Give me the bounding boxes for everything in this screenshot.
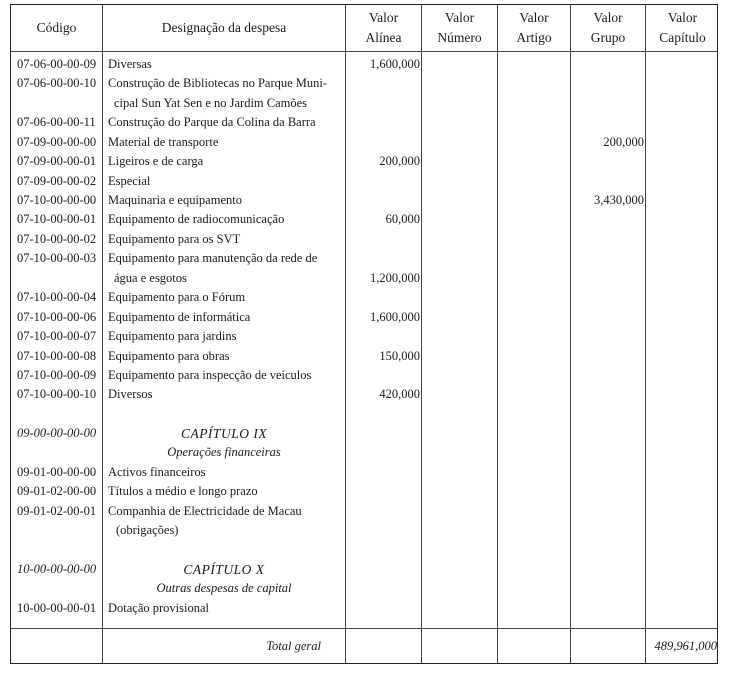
row-designation: Material de transporte [108,135,219,149]
row-designation: Activos financeiros [108,465,206,479]
chapter-title: CAPÍTULO X [183,562,265,577]
row-valor-grupo: 3,430,000 [594,193,644,207]
row-code: 07-06-00-00-11 [17,115,96,129]
row-designation: Equipamento para jardins [108,329,237,343]
row-designation: Construção de Bibliotecas no Parque Muni- [108,76,328,90]
row-designation-continued: cipal Sun Yat Sen e no Jardim Camões [114,96,308,110]
total-value: 489,961,000 [654,639,717,653]
row-valor-alinea: 200,000 [379,154,420,168]
total-label: Total geral [266,639,321,653]
chapter-subtitle: Operações financeiras [167,445,281,459]
header-valor-artigo: Valor Artigo [516,10,552,45]
row-valor-alinea: 60,000 [385,212,420,226]
row-code: 07-10-00-00-10 [17,387,97,401]
row-designation: Equipamento de radiocomunicação [108,212,285,226]
chapter-subtitle: Outras despesas de capital [156,581,292,595]
expense-table [10,4,718,664]
row-designation: Ligeiros e de carga [108,154,204,168]
header-divider [11,51,717,52]
header-valor-alinea: Valor Alínea [365,10,402,45]
row-valor-alinea: 1,600,000 [370,57,420,71]
row-designation: Equipamento de informática [108,310,251,324]
chapter-code: 09-00-00-00-00 [17,426,97,440]
row-code: 09-01-00-00-00 [17,465,97,479]
row-code: 07-10-00-00-09 [17,368,97,382]
row-designation: Especial [108,174,151,188]
row-code: 07-10-00-00-04 [17,290,97,304]
row-code: 07-10-00-00-01 [17,212,97,226]
row-code: 07-10-00-00-03 [17,251,97,265]
row-code: 07-10-00-00-06 [17,310,97,324]
row-code: 07-06-00-00-10 [17,76,97,90]
row-valor-alinea: 150,000 [379,349,420,363]
chapter-code: 10-00-00-00-00 [17,562,97,576]
row-designation: Equipamento para manutenção da rede de [108,251,318,265]
row-designation: Equipamento para os SVT [108,232,241,246]
row-designation: Construção do Parque da Colina da Barra [108,115,316,129]
row-designation: Diversos [108,387,153,401]
column-divider [645,5,646,663]
row-designation: Títulos a médio e longo prazo [108,484,258,498]
row-valor-alinea: 1,600,000 [370,310,420,324]
row-valor-alinea: 1,200,000 [370,271,420,285]
row-code: 07-09-00-00-01 [17,154,97,168]
header-valor-capitulo: Valor Capítulo [659,10,706,45]
total-divider [11,628,717,629]
row-designation-continued: água e esgotos [114,271,187,285]
row-code: 07-06-00-00-09 [17,57,97,71]
row-designation: Companhia de Electricidade de Macau [108,504,302,518]
row-code: 09-01-02-00-00 [17,484,97,498]
row-designation: Diversas [108,57,152,71]
row-code: 07-10-00-00-08 [17,349,97,363]
row-designation: Maquinaria e equipamento [108,193,242,207]
row-code: 10-00-00-00-01 [17,601,97,615]
row-designation: Dotação provisional [108,601,210,615]
header-codigo: Código [36,20,77,35]
row-code: 07-09-00-00-00 [17,135,97,149]
row-code: 07-10-00-00-02 [17,232,97,246]
header-valor-numero: Valor Número [437,10,482,45]
header-valor-grupo: Valor Grupo [590,10,626,45]
row-designation-continued: (obrigações) [116,523,179,537]
row-designation: Equipamento para obras [108,349,230,363]
column-divider [421,5,422,663]
row-code: 09-01-02-00-01 [17,504,97,518]
row-designation: Equipamento para o Fórum [108,290,246,304]
column-divider [497,5,498,663]
row-designation: Equipamento para inspecção de veículos [108,368,312,382]
row-code: 07-09-00-00-02 [17,174,97,188]
row-code: 07-10-00-00-07 [17,329,97,343]
chapter-title: CAPÍTULO IX [180,426,268,441]
row-valor-grupo: 200,000 [603,135,644,149]
row-code: 07-10-00-00-00 [17,193,97,207]
row-valor-alinea: 420,000 [379,387,420,401]
column-divider [570,5,571,663]
header-designacao: Designação da despesa [161,20,287,35]
column-divider [345,5,346,663]
